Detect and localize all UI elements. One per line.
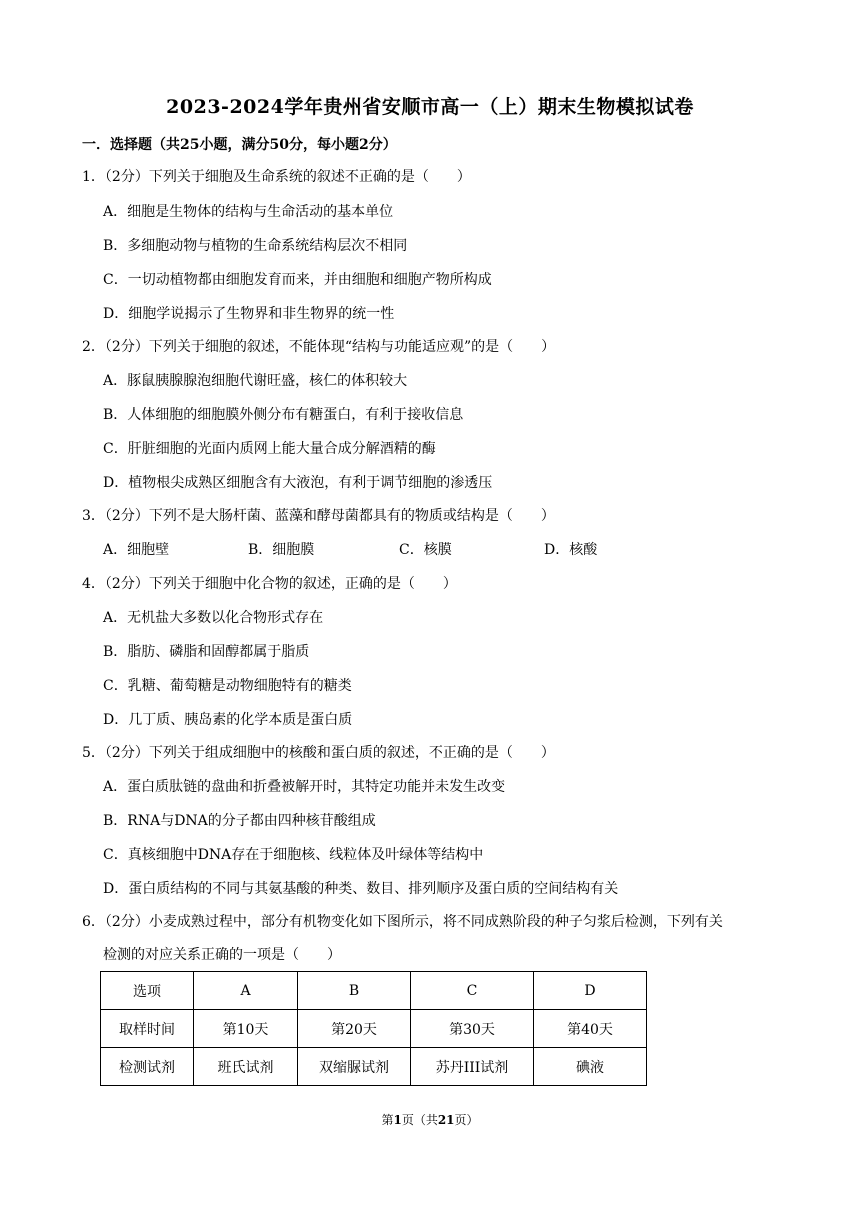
question-4-stem: [82, 575, 457, 593]
question-3-option-a: A．细胞壁: [103, 542, 170, 558]
question-1-stem: [82, 168, 471, 186]
question-number: 5．: [82, 745, 105, 761]
footer-middle: 页（共: [401, 1113, 438, 1127]
table-cell: 第30天: [411, 1010, 534, 1048]
question-1-option-c: C．一切动植物都由细胞发育而来，并由细胞和细胞产物所构成: [103, 272, 492, 288]
table-row: [101, 972, 647, 1010]
question-6-table: [100, 971, 647, 1086]
question-1-option-b: B．多细胞动物与植物的生命系统结构层次不相同: [103, 238, 408, 254]
question-text: （2分）下列关于细胞中化合物的叙述，正确的是（ ）: [104, 576, 457, 592]
table-cell: 第10天: [194, 1010, 298, 1048]
question-2-option-c: C．肝脏细胞的光面内质网上能大量合成分解酒精的酶: [103, 441, 436, 457]
question-number: 6．: [82, 914, 105, 930]
table-row: [101, 1010, 647, 1048]
question-2-stem: [82, 338, 555, 356]
table-cell: C: [411, 972, 534, 1010]
exam-title: 2023-2024学年贵州省安顺市高一（上）期末生物模拟试卷: [166, 96, 694, 118]
section-heading: 一．选择题（共25小题，满分50分，每小题2分）: [82, 137, 397, 153]
question-number: 2．: [82, 339, 105, 355]
question-text: （2分）下列关于组成细胞中的核酸和蛋白质的叙述，不正确的是（ ）: [104, 745, 555, 761]
table-cell: 苏丹III试剂: [411, 1048, 534, 1086]
table-cell: 碘液: [534, 1048, 647, 1086]
question-3-option-b: B．细胞膜: [248, 542, 315, 558]
question-5-option-c: C．真核细胞中DNA存在于细胞核、线粒体及叶绿体等结构中: [103, 847, 484, 863]
table-cell: 第40天: [534, 1010, 647, 1048]
question-number: 1．: [82, 169, 105, 185]
question-4-option-c: C．乳糖、葡萄糖是动物细胞特有的糖类: [103, 678, 352, 694]
table-row: [101, 1048, 647, 1086]
page-footer: [0, 1111, 860, 1128]
question-5-option-a: A．蛋白质肽链的盘曲和折叠被解开时，其特定功能并未发生改变: [103, 779, 506, 795]
question-5-stem: [82, 744, 555, 762]
table-cell: 第20天: [298, 1010, 411, 1048]
question-4-option-b: B．脂肪、磷脂和固醇都属于脂质: [103, 644, 310, 660]
question-number: 3．: [82, 508, 105, 524]
question-3-stem: [82, 507, 555, 525]
table-cell: 检测试剂: [101, 1048, 194, 1086]
question-5-option-d: D．蛋白质结构的不同与其氨基酸的种类、数目、排列顺序及蛋白质的空间结构有关: [103, 881, 619, 897]
footer-page-number: 1: [393, 1113, 402, 1127]
question-6-stem-continued: 检测的对应关系正确的一项是（ ）: [103, 947, 341, 963]
question-text: （2分）下列不是大肠杆菌、蓝藻和酵母菌都具有的物质或结构是（ ）: [104, 508, 555, 524]
question-4-option-d: D．几丁质、胰岛素的化学本质是蛋白质: [103, 712, 353, 728]
table-cell: B: [298, 972, 411, 1010]
question-text: （2分）小麦成熟过程中，部分有机物变化如下图所示，将不同成熟阶段的种子匀浆后检测，下列有关: [104, 914, 723, 930]
question-2-option-b: B．人体细胞的细胞膜外侧分布有糖蛋白，有利于接收信息: [103, 407, 464, 423]
question-5-option-b: B．RNA与DNA的分子都由四种核苷酸组成: [103, 813, 376, 829]
question-3-option-c: C．核膜: [399, 542, 452, 558]
question-2-option-a: A．豚鼠胰腺腺泡细胞代谢旺盛，核仁的体积较大: [103, 373, 408, 389]
table-cell: A: [194, 972, 298, 1010]
question-text: （2分）下列关于细胞的叙述，不能体现“结构与功能适应观”的是（ ）: [104, 339, 556, 355]
footer-suffix: 页）: [454, 1113, 479, 1127]
question-1-option-a: A．细胞是生物体的结构与生命活动的基本单位: [103, 204, 394, 220]
question-4-option-a: A．无机盐大多数以化合物形式存在: [103, 610, 324, 626]
footer-prefix: 第: [381, 1113, 394, 1127]
table-cell: D: [534, 972, 647, 1010]
table-cell: 班氏试剂: [194, 1048, 298, 1086]
table-cell: 选项: [101, 972, 194, 1010]
question-text: （2分）下列关于细胞及生命系统的叙述不正确的是（ ）: [104, 169, 471, 185]
question-2-option-d: D．植物根尖成熟区细胞含有大液泡，有利于调节细胞的渗透压: [103, 475, 493, 491]
question-1-option-d: D．细胞学说揭示了生物界和非生物界的统一性: [103, 306, 395, 322]
footer-total-pages: 21: [437, 1113, 455, 1127]
table-cell: 取样时间: [101, 1010, 194, 1048]
table-cell: 双缩脲试剂: [298, 1048, 411, 1086]
question-6-stem: [82, 913, 723, 931]
question-number: 4．: [82, 576, 105, 592]
question-3-option-d: D．核酸: [544, 542, 598, 558]
